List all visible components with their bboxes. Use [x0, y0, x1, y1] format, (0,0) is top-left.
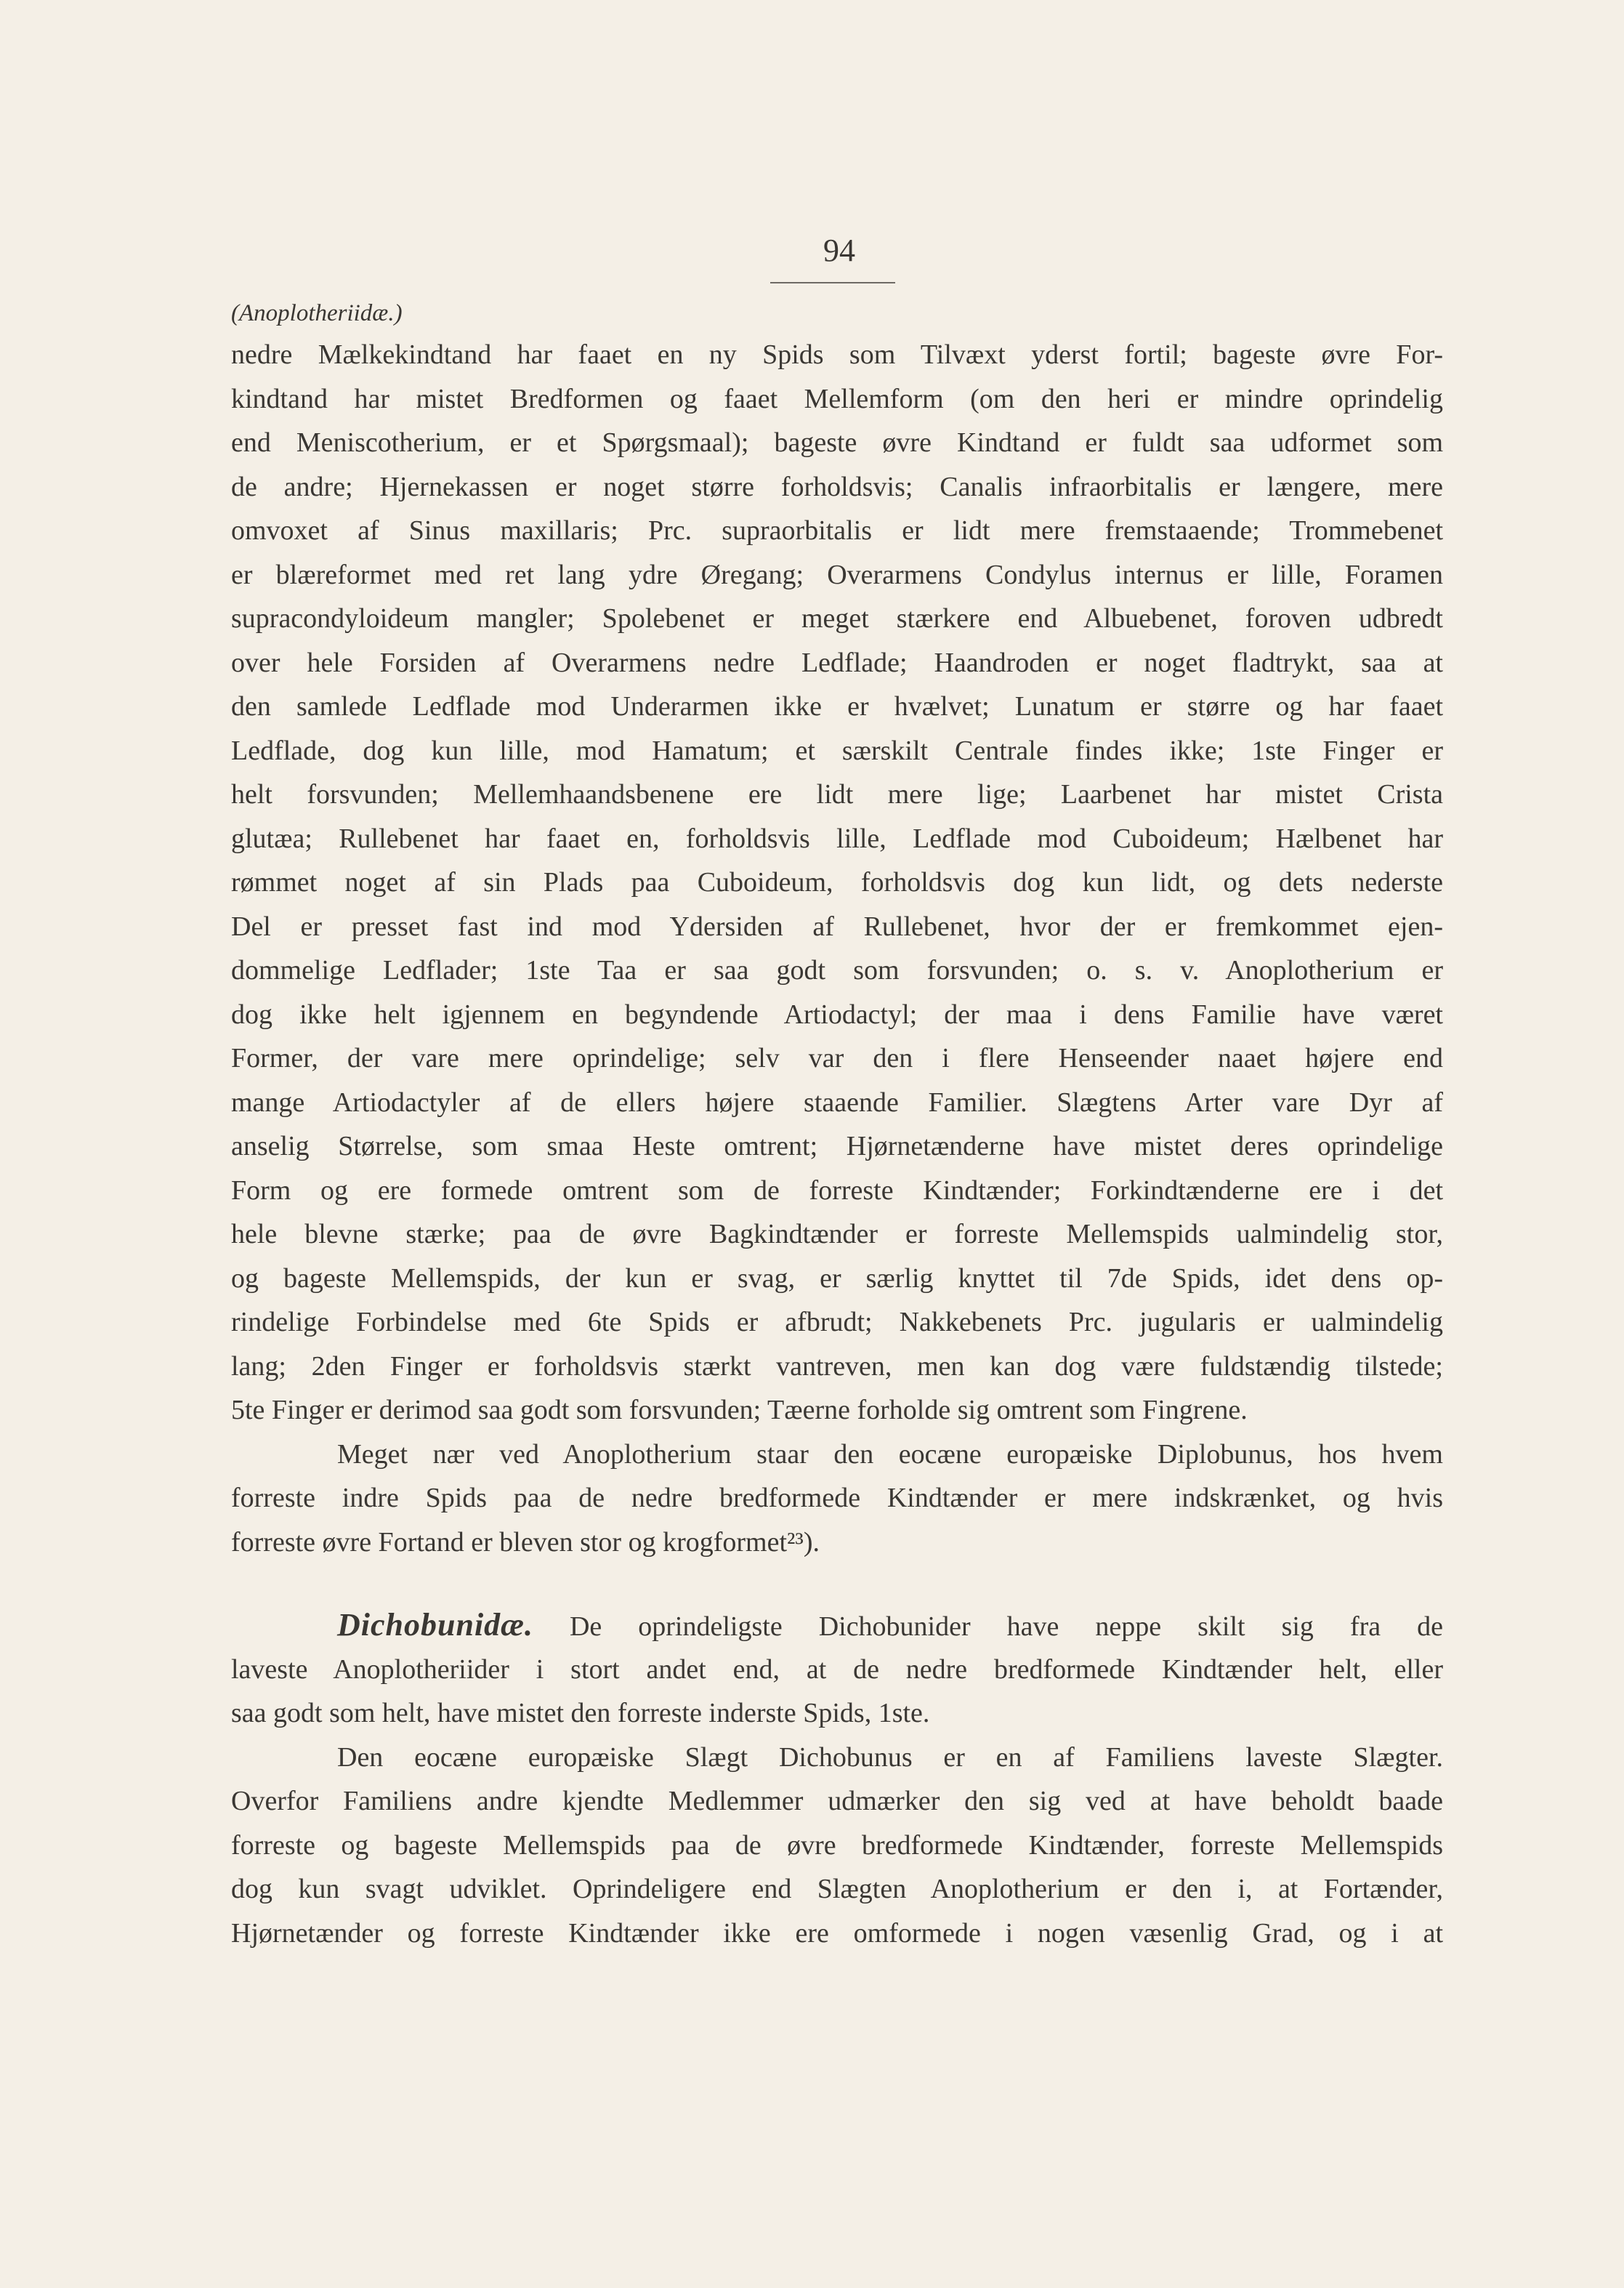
text-line: den samlede Ledflade mod Underarmen ikke er hvælvet; Lunatum er større og har faaet	[231, 691, 1443, 722]
text-line: hele blevne stærke; paa de øvre Bagkindtænder er forreste Mellemspids ualmindelig stor,	[231, 1219, 1443, 1249]
running-header: (Anoplotheriidæ.)	[231, 300, 403, 326]
text-line: Den eocæne europæiske Slægt Dichobunus er en af Familiens laveste Slægter.	[337, 1741, 1443, 1773]
text-line: 5te Finger er derimod saa godt som forsvunden; Tæerne forholde sig omtrent som Fingrene.	[231, 1395, 1248, 1425]
text-line: rindelige Forbindelse med 6te Spids er afbrudt; Nakkebenets Prc. jugularis er ualmindelig	[231, 1307, 1443, 1337]
text-line: Ledflade, dog kun lille, mod Hamatum; et særskilt Centrale findes ikke; 1ste Finger er	[231, 735, 1443, 766]
text-line: Form og ere formede omtrent som de forreste Kindtænder; Forkindtænderne ere i det	[231, 1175, 1443, 1206]
text-line: Hjørnetænder og forreste Kindtænder ikke ere omformede i nogen væsenlig Grad, og i at	[231, 1917, 1443, 1949]
section-heading: Dichobunidæ.	[337, 1607, 533, 1643]
text-line: laveste Anoplotheriider i stort andet end, at de nedre bredformede Kindtænder helt, eller	[231, 1653, 1443, 1685]
text-line: end Meniscotherium, er et Spørgsmaal); bageste øvre Kindtand er fuldt saa udformet som	[231, 427, 1443, 458]
text-line: mange Artiodactyler af de ellers højere staaende Familier. Slægtens Arter vare Dyr af	[231, 1087, 1443, 1118]
section-first-line	[231, 1603, 1443, 1648]
text-line: supracondyloideum mangler; Spolebenet er meget stærkere end Albuebenet, foroven udbredt	[231, 603, 1443, 634]
text-line: de andre; Hjernekassen er noget større forholdsvis; Canalis infraorbitalis er længere, mere	[231, 471, 1443, 502]
page-number: 94	[823, 233, 855, 268]
text-line: lang; 2den Finger er forholdsvis stærkt vantreven, men kan dog være fuldstændig tilstede;	[231, 1350, 1443, 1382]
text-line: Del er presset fast ind mod Ydersiden af Rullebenet, hvor der er fremkommet ejen-	[231, 911, 1443, 942]
text-line: glutæa; Rullebenet har faaet en, forholdsvis lille, Ledflade mod Cuboideum; Hælbenet har	[231, 823, 1443, 854]
text-line: dog ikke helt igjennem en begyndende Artiodactyl; der maa i dens Familie have været	[231, 999, 1443, 1030]
text-line: nedre Mælkekindtand har faaet en ny Spids som Tilvæxt yderst fortil; bageste øvre For-	[231, 339, 1443, 370]
text-line: anselig Størrelse, som smaa Heste omtrent; Hjørnetænderne have mistet deres oprindelige	[231, 1131, 1443, 1161]
text-line: saa godt som helt, have mistet den forreste inderste Spids, 1ste.	[231, 1698, 930, 1728]
text-line: omvoxet af Sinus maxillaris; Prc. supraorbitalis er lidt mere fremstaaende; Trommebenet	[231, 515, 1443, 546]
text-line: rømmet noget af sin Plads paa Cuboideum, forholdsvis dog kun lidt, og dets nederste	[231, 867, 1443, 898]
text-line: over hele Forsiden af Overarmens nedre Ledflade; Haandroden er noget fladtrykt, saa at	[231, 647, 1443, 678]
text-line: dommelige Ledflader; 1ste Taa er saa godt som forsvunden; o. s. v. Anoplotherium er	[231, 955, 1443, 986]
body-text	[231, 333, 1443, 1955]
text-line: dog kun svagt udviklet. Oprindeligere end Slægten Anoplotherium er den i, at Fortænder,	[231, 1874, 1443, 1904]
text-line: forreste indre Spids paa de nedre bredformede Kindtænder er mere indskrænket, og hvis	[231, 1483, 1443, 1513]
text-line: helt forsvunden; Mellemhaandsbenene ere lidt mere lige; Laarbenet har mistet Crista	[231, 779, 1443, 810]
page-number-rule	[770, 282, 895, 283]
text-line: Overfor Familiens andre kjendte Medlemmer udmærker den sig ved at have beholdt baade	[231, 1786, 1443, 1816]
text-line: Former, der vare mere oprindelige; selv var den i flere Henseender naaet højere end	[231, 1043, 1443, 1073]
text-line: De oprindeligste Dichobunider have neppe skilt sig fra de	[533, 1611, 1443, 1642]
text-line: forreste øvre Fortand er bleven stor og krogformet²³).	[231, 1526, 820, 1558]
text-line: kindtand har mistet Bredformen og faaet Mellemform (om den heri er mindre oprindelig	[231, 383, 1443, 414]
text-line: er blæreformet med ret lang ydre Øregang; Overarmens Condylus internus er lille, Foramen	[231, 559, 1443, 590]
text-line: forreste og bageste Mellemspids paa de øvre bredformede Kindtænder, forreste Mellemspids	[231, 1829, 1443, 1861]
text-line: Meget nær ved Anoplotherium staar den eocæne europæiske Diplobunus, hos hvem	[337, 1438, 1443, 1470]
text-line: og bageste Mellemspids, der kun er svag, er særlig knyttet til 7de Spids, idet dens op-	[231, 1262, 1443, 1294]
